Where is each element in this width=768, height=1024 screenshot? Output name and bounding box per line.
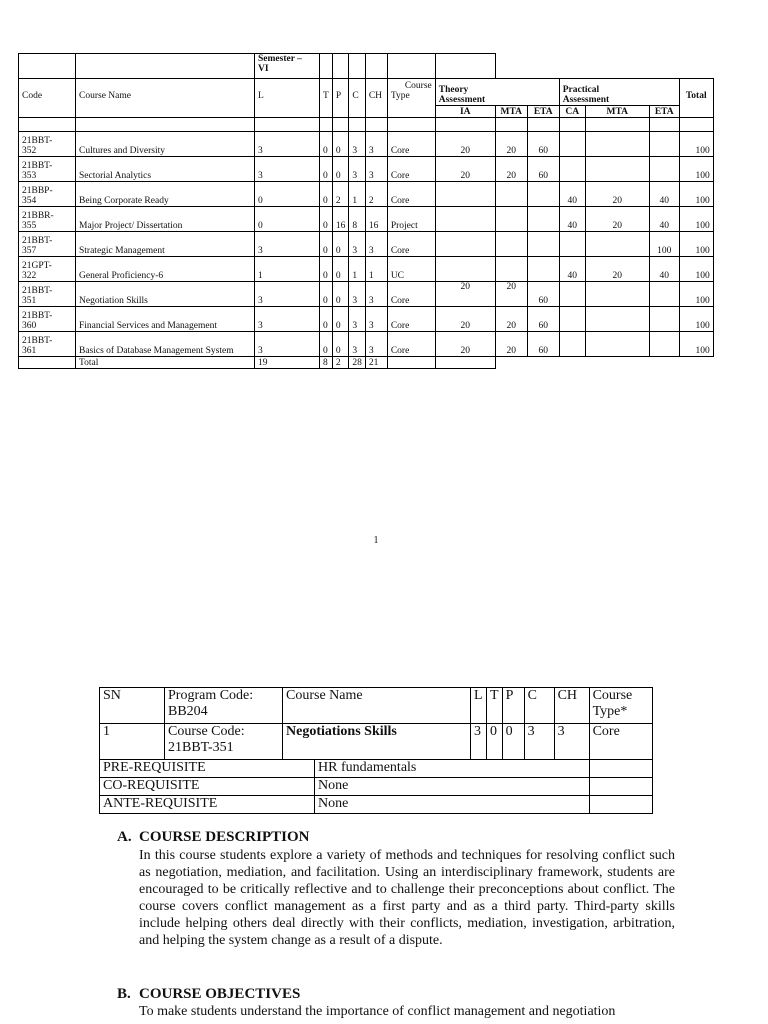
cell-l: 3 [255, 232, 320, 257]
cell-mta [495, 182, 527, 207]
cell-mta: 20 [495, 307, 527, 332]
cell-eta [527, 257, 559, 282]
header-practical-eta: ETA [649, 106, 679, 118]
cell-c: 3 [349, 132, 366, 157]
cell-type: Core [387, 132, 435, 157]
course-code: 21GPT- 322 [19, 257, 76, 282]
cell-type: Core [387, 157, 435, 182]
cell-mta: 20 [495, 282, 527, 307]
cell-l: 0 [255, 182, 320, 207]
cell-c: 3 [349, 282, 366, 307]
cell-pmta [585, 307, 649, 332]
cell-c: 3 [349, 232, 366, 257]
course-code: Course Code: 21BBT-351 [165, 724, 283, 760]
cell-type: UC [387, 257, 435, 282]
header-code: Code [19, 79, 76, 118]
header-mta: MTA [495, 106, 527, 118]
cell-c: 3 [349, 332, 366, 357]
co-requisite-label: CO-REQUISITE [100, 778, 315, 796]
course-code: 21BBT- 351 [19, 282, 76, 307]
cell-c: 1 [349, 257, 366, 282]
cell-ia: 20 [435, 332, 495, 357]
total-ch: 21 [365, 357, 387, 369]
cell-ia: 20 [435, 307, 495, 332]
l-value: 3 [471, 724, 487, 760]
header-total: Total [679, 79, 713, 118]
total-c: 28 [349, 357, 366, 369]
course-code: 21BBT- 353 [19, 157, 76, 182]
cell-ch: 3 [365, 332, 387, 357]
cell-type: Core [387, 282, 435, 307]
cell-p: 0 [332, 332, 349, 357]
cell-peta [649, 282, 679, 307]
course-name: Strategic Management [76, 232, 255, 257]
header-l: L [255, 79, 320, 118]
cell-ca [559, 232, 585, 257]
cell-total: 100 [679, 257, 713, 282]
table-row [19, 157, 714, 182]
table-row [19, 257, 714, 282]
cell-ia: 20 [435, 132, 495, 157]
cell-ca [559, 332, 585, 357]
pre-requisite-label: PRE-REQUISITE [100, 760, 315, 778]
cell-l: 3 [255, 307, 320, 332]
cell-mta [495, 207, 527, 232]
cell-pmta [585, 232, 649, 257]
cell-ch: 3 [365, 232, 387, 257]
header-p: P [332, 79, 349, 118]
cell-ca [559, 157, 585, 182]
cell-ch: 2 [365, 182, 387, 207]
cell-t: 0 [320, 307, 333, 332]
sn-value: 1 [100, 724, 165, 760]
cell-p: 0 [332, 307, 349, 332]
cell-ia: 20 [435, 157, 495, 182]
cell-eta [527, 207, 559, 232]
cell-ch: 3 [365, 132, 387, 157]
cell-l: 3 [255, 157, 320, 182]
cell-ch: 3 [365, 282, 387, 307]
cell-pmta [585, 157, 649, 182]
header-course-type: Course Type [387, 79, 435, 118]
table-row [19, 132, 714, 157]
cell-peta: 100 [649, 232, 679, 257]
course-name: Major Project/ Dissertation [76, 207, 255, 232]
cell-p: 0 [332, 232, 349, 257]
cell-ca: 40 [559, 207, 585, 232]
program-code: Program Code: BB204 [165, 688, 283, 724]
cell-ch: 3 [365, 307, 387, 332]
ante-requisite-label: ANTE-REQUISITE [100, 796, 315, 814]
course-code: 21BBR- 355 [19, 207, 76, 232]
sn-header: SN [100, 688, 165, 724]
course-name-header: Course Name [283, 688, 471, 724]
cell-total: 100 [679, 332, 713, 357]
cell-pmta: 20 [585, 182, 649, 207]
header-ca: CA [559, 106, 585, 118]
semester-table [18, 53, 714, 369]
cell-total: 100 [679, 182, 713, 207]
header-c: C [349, 79, 366, 118]
cell-ia [435, 232, 495, 257]
course-code: 21BBT- 357 [19, 232, 76, 257]
cell-eta [527, 232, 559, 257]
ch-value: 3 [554, 724, 589, 760]
cell-c: 3 [349, 157, 366, 182]
cell-t: 0 [320, 257, 333, 282]
cell-total: 100 [679, 157, 713, 182]
cell-t: 0 [320, 232, 333, 257]
table-row [19, 332, 714, 357]
course-objectives-text: To make students understand the importance of conflict management and negotiation [139, 1004, 616, 1019]
cell-ca: 40 [559, 182, 585, 207]
cell-type: Project [387, 207, 435, 232]
cell-t: 0 [320, 182, 333, 207]
pre-requisite-value: HR fundamentals [315, 760, 590, 778]
course-name: Being Corporate Ready [76, 182, 255, 207]
header-course-name: Course Name [76, 79, 255, 118]
cell-pmta [585, 132, 649, 157]
c-header: C [524, 688, 554, 724]
course-code: 21BBT- 360 [19, 307, 76, 332]
cell-l: 3 [255, 332, 320, 357]
cell-c: 8 [349, 207, 366, 232]
cell-pmta [585, 282, 649, 307]
table-row [19, 307, 714, 332]
course-objectives-heading: B. COURSE OBJECTIVES [117, 986, 301, 1002]
cell-peta [649, 332, 679, 357]
cell-peta [649, 307, 679, 332]
cell-ia [435, 182, 495, 207]
header-practical-assessment: Practical Assessment [559, 79, 679, 106]
cell-mta: 20 [495, 332, 527, 357]
cell-mta: 20 [495, 157, 527, 182]
l-header: L [471, 688, 487, 724]
semester-label: Semester – VI [255, 54, 320, 79]
table-row [19, 207, 714, 232]
p-value: 0 [502, 724, 524, 760]
course-name: Financial Services and Management [76, 307, 255, 332]
ch-header: CH [554, 688, 589, 724]
table-row [19, 232, 714, 257]
total-l: 19 [255, 357, 320, 369]
cell-p: 16 [332, 207, 349, 232]
cell-l: 0 [255, 207, 320, 232]
cell-total: 100 [679, 232, 713, 257]
cell-mta: 20 [495, 132, 527, 157]
cell-peta: 40 [649, 182, 679, 207]
course-name: General Proficiency-6 [76, 257, 255, 282]
cell-ca [559, 307, 585, 332]
cell-ia: 20 [435, 282, 495, 307]
cell-t: 0 [320, 207, 333, 232]
cell-eta: 60 [527, 332, 559, 357]
course-type-value: Core [589, 724, 652, 760]
page-number: 1 [373, 535, 379, 546]
cell-p: 0 [332, 282, 349, 307]
cell-total: 100 [679, 132, 713, 157]
cell-total: 100 [679, 207, 713, 232]
blank-cell [76, 54, 255, 79]
cell-t: 0 [320, 132, 333, 157]
cell-type: Core [387, 232, 435, 257]
cell-eta [527, 182, 559, 207]
cell-eta: 60 [527, 132, 559, 157]
ante-requisite-value: None [315, 796, 590, 814]
blank-cell [19, 54, 76, 79]
course-info-table [99, 687, 653, 814]
cell-p: 0 [332, 132, 349, 157]
cell-eta: 60 [527, 307, 559, 332]
p-header: P [502, 688, 524, 724]
cell-c: 3 [349, 307, 366, 332]
cell-t: 0 [320, 157, 333, 182]
cell-ca [559, 282, 585, 307]
cell-peta: 40 [649, 207, 679, 232]
course-name: Cultures and Diversity [76, 132, 255, 157]
total-t: 8 [320, 357, 333, 369]
header-ia: IA [435, 106, 495, 118]
header-ch: CH [365, 79, 387, 118]
cell-p: 0 [332, 257, 349, 282]
cell-ca [559, 132, 585, 157]
c-value: 3 [524, 724, 554, 760]
cell-pmta: 20 [585, 207, 649, 232]
cell-l: 3 [255, 282, 320, 307]
cell-peta [649, 132, 679, 157]
t-value: 0 [487, 724, 503, 760]
cell-eta: 60 [527, 282, 559, 307]
cell-type: Core [387, 307, 435, 332]
cell-t: 0 [320, 332, 333, 357]
table-row [19, 182, 714, 207]
header-practical-mta: MTA [585, 106, 649, 118]
cell-ia [435, 257, 495, 282]
cell-ch: 1 [365, 257, 387, 282]
cell-eta: 60 [527, 157, 559, 182]
course-code: 21BBT- 352 [19, 132, 76, 157]
cell-ia [435, 207, 495, 232]
course-name: Negotiation Skills [76, 282, 255, 307]
total-label: Total [76, 357, 255, 369]
table-row [19, 282, 714, 307]
course-code: 21BBP- 354 [19, 182, 76, 207]
course-description-text: In this course students explore a variety of methods and techniques for resolving conflict such as negotiation, mediation, and facilitation. Using an interdisciplinary framework, students are encouraged to be critically reflective and to challenge their preconceptions about conflict. The course covers conflict management as a first party and as a third party. Third-party skills include helping others deal directly with their conflicts, mediation, investigation, arbitration, and helping the system change as a result of a dispute. [139, 848, 675, 948]
cell-mta [495, 257, 527, 282]
course-name: Basics of Database Management System [76, 332, 255, 357]
cell-pmta: 20 [585, 257, 649, 282]
header-theory-assessment: Theory Assessment [435, 79, 559, 106]
cell-type: Core [387, 182, 435, 207]
cell-ch: 16 [365, 207, 387, 232]
total-p: 2 [332, 357, 349, 369]
co-requisite-value: None [315, 778, 590, 796]
cell-pmta [585, 332, 649, 357]
cell-l: 1 [255, 257, 320, 282]
cell-c: 1 [349, 182, 366, 207]
t-header: T [487, 688, 503, 724]
course-name: Negotiations Skills [283, 724, 471, 760]
header-eta: ETA [527, 106, 559, 118]
cell-t: 0 [320, 282, 333, 307]
cell-total: 100 [679, 282, 713, 307]
course-code: 21BBT- 361 [19, 332, 76, 357]
cell-ca: 40 [559, 257, 585, 282]
course-name: Sectorial Analytics [76, 157, 255, 182]
course-type-header: Course Type* [589, 688, 652, 724]
cell-ch: 3 [365, 157, 387, 182]
cell-total: 100 [679, 307, 713, 332]
cell-type: Core [387, 332, 435, 357]
cell-mta [495, 232, 527, 257]
course-description-heading: A. COURSE DESCRIPTION [117, 829, 310, 845]
cell-peta [649, 157, 679, 182]
cell-l: 3 [255, 132, 320, 157]
cell-p: 2 [332, 182, 349, 207]
cell-p: 0 [332, 157, 349, 182]
header-t: T [320, 79, 333, 118]
cell-peta: 40 [649, 257, 679, 282]
